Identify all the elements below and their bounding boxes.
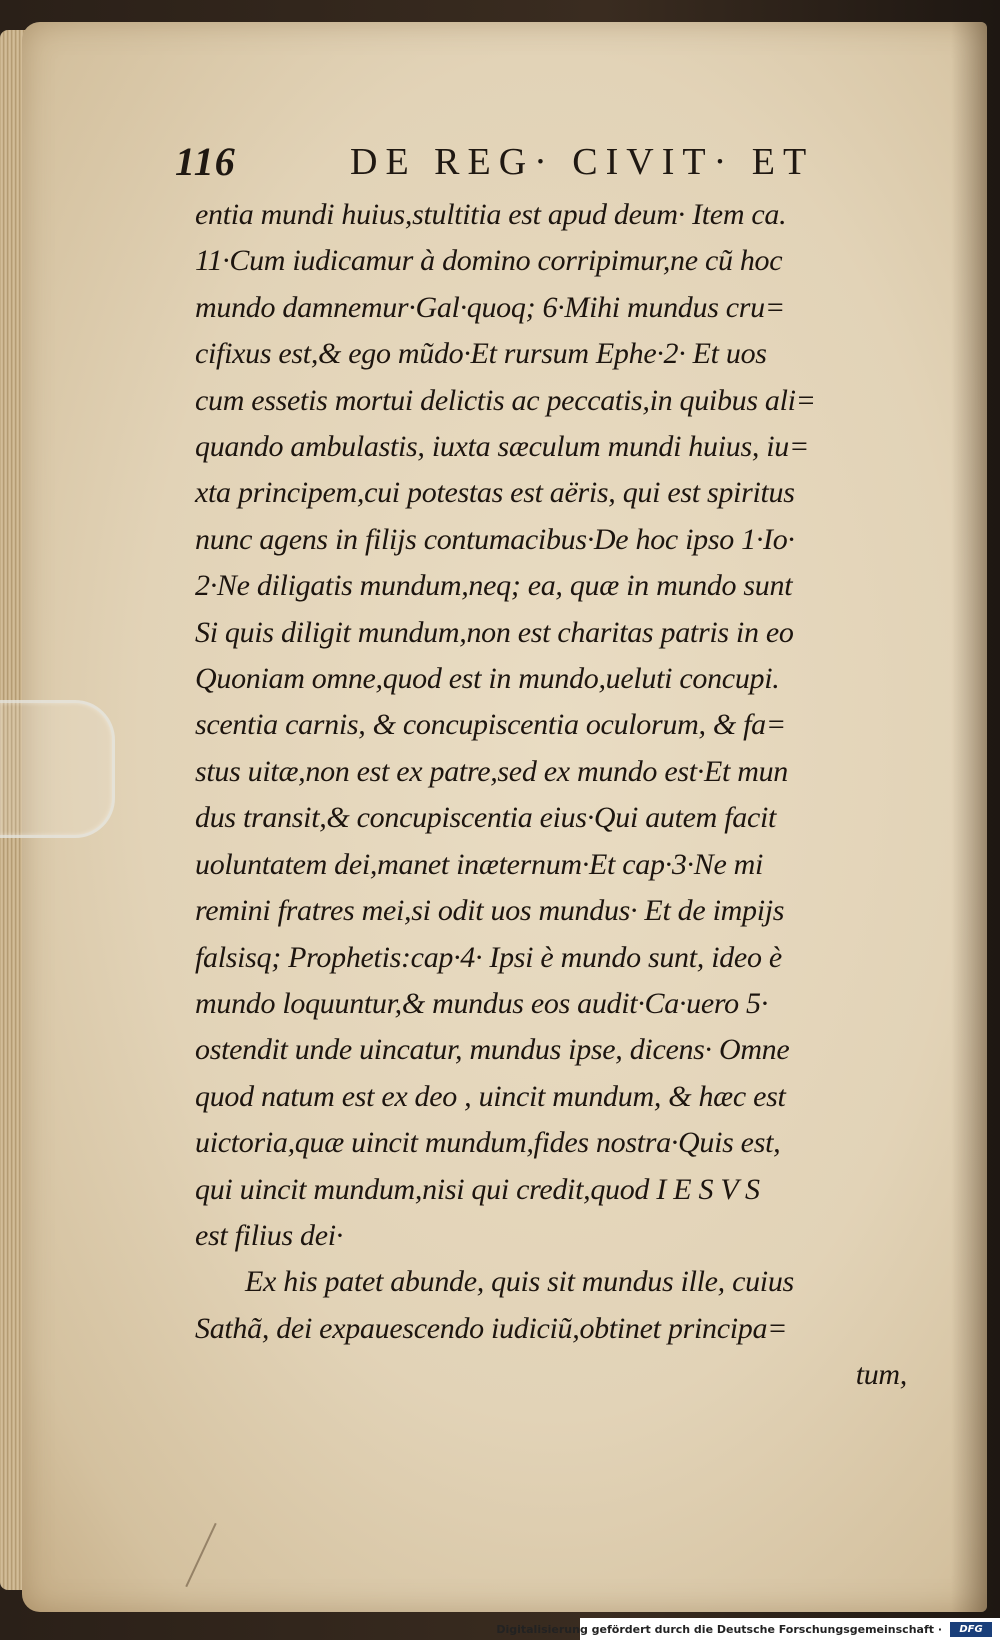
text-line: entia mundi huius,stultitia est apud deum· Item ca. [195,198,787,231]
text-line: uictoria,quæ uincit mundum,fides nostra·Quis est, [195,1126,781,1160]
text-line: mundo loquuntur,& mundus eos audit·Ca·uero 5· [195,986,768,1020]
text-line: nunc agens in filijs contumacibus·De hoc ipso 1·Io· [195,522,795,556]
text-line: ostendit unde uincatur, mundus ipse, dicens· Omne [195,1033,790,1067]
text-line: quod natum est ex deo , uincit mundum, & hæc est [195,1079,786,1113]
text-line: quando ambulastis, iuxta sæculum mundi huius, iu= [195,430,809,464]
text-line: est filius dei· [195,1218,343,1252]
text-line: cum essetis mortui delictis ac peccatis,in quibus ali= [195,383,816,417]
text-line: mundo damnemur·Gal·quoq; 6·Mihi mundus cru= [195,290,785,324]
text-line: 2·Ne diligatis mundum,neq; ea, quæ in mundo sunt [195,569,793,603]
text-line: qui uincit mundum,nisi qui credit,quod I E S V S [195,1172,760,1206]
page-holder-clip [0,700,115,838]
page-header [175,138,875,188]
running-head: DE REG· CIVIT· ET [350,141,815,183]
text-line: remini fratres mei,si odit uos mundus· Et de impijs [195,894,785,928]
gutter-shadow [951,22,987,1612]
text-line: scentia carnis, & concupiscentia oculorum, & fa= [195,708,786,742]
main-text-block [195,192,907,1399]
text-line: Si quis diligit mundum,non est charitas patris in eo [195,615,794,649]
text-line: Sathã, dei expauescendo iudiciũ,obtinet principa= [195,1311,788,1345]
page-number: 116 [175,139,236,184]
text-line: falsisq; Prophetis:cap·4· Ipsi è mundo sunt, ideo è [195,940,782,974]
text-line: dus transit,& concupiscentia eius·Qui autem facit [195,801,777,835]
text-line: cifixus est,& ego mũdo·Et rursum Ephe·2· Et uos [195,337,767,371]
text-line: xta principem,cui potestas est aëris, qui est spiritus [195,476,795,510]
text-line: uoluntatem dei,manet inæternum·Et cap·3·Ne mi [195,847,764,881]
dfg-logo: DFG [950,1622,992,1637]
text-line: 11·Cum iudicamur à domino corripimur,ne cũ hoc [195,244,783,278]
text-line: Quoniam omne,quod est in mundo,ueluti concupi. [195,662,780,696]
paragraph-first-line: Ex his patet abunde, quis sit mundus ille, cuius [245,1265,794,1299]
catchword: tum, [855,1358,907,1392]
text-line: stus uitæ,non est ex patre,sed ex mundo est·Et mun [195,754,788,788]
digitization-credit: Digitalisierung gefördert durch die Deutsche Forschungsgemeinschaft · [496,1623,942,1636]
